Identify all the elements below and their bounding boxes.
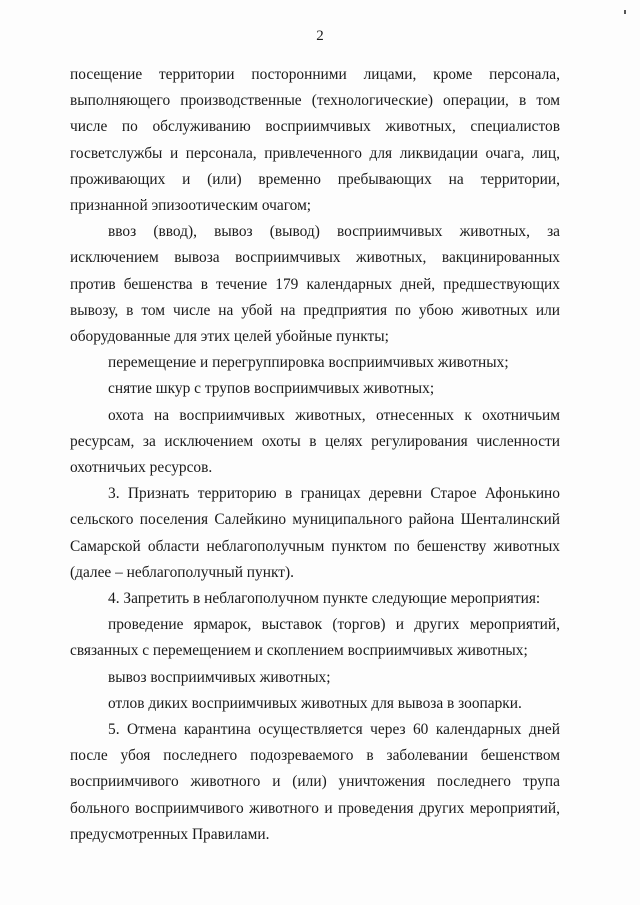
paragraph-item-4: 4. Запретить в неблагополучном пункте следующие мероприятия: — [108, 590, 541, 608]
paragraph-fairs: проведение ярмарок, выставок (торгов) и других мероприятий, связанных с перемещением и скоплением восприимчивых животных; — [70, 616, 560, 660]
paragraph-visit-restriction: посещение территории посторонними лицами, кроме персонала, выполняющего производственные (технологические) операции, в том числе по обслуживанию восприимчивых животных, специалистов госветслужбы и персонала, привлеченного для ликвидации очага, лиц, проживающих и (или) временно пребывающих на территории, признанной эпизоотическим очагом; — [70, 66, 560, 215]
paragraph-item-5: 5. Отмена карантина осуществляется через 60 календарных дней после убоя последнего подозреваемого в заболевании бешенством восприимчивого животного и (или) уничтожения последнего трупа больного восприимчивого животного и проведения других мероприятий, предусмотренных Правилами. — [70, 721, 560, 843]
page-number: 2 — [316, 28, 324, 44]
paragraph-skinning: снятие шкур с трупов восприимчивых животных; — [108, 380, 435, 398]
scan-mark — [624, 10, 626, 14]
paragraph-export: вывоз восприимчивых животных; — [108, 668, 331, 686]
paragraph-import-export: ввоз (ввод), вывоз (вывод) восприимчивых животных, за исключением вывоза восприимчивых животных, вакцинированных против бешенства в течение 179 календарных дней, предшествующих вывозу, в том числе на убой на предприятия по убою животных или оборудованные для этих целей убойные пункты; — [70, 223, 560, 346]
document-body — [70, 62, 560, 848]
paragraph-hunting: охота на восприимчивых животных, отнесенных к охотничьим ресурсам, за исключением охоты в целях регулирования численности охотничьих ресурсов. — [70, 406, 560, 477]
paragraph-movement: перемещение и перегруппировка восприимчивых животных; — [108, 354, 509, 372]
paragraph-item-3: 3. Признать территорию в границах деревни Старое Афонькино сельского поселения Салейкино муниципального района Шенталинский Самарской области неблагополучным пунктом по бешенству животных (далее – неблагополучный пункт). — [70, 485, 560, 581]
paragraph-capture: отлов диких восприимчивых животных для вывоза в зоопарки. — [108, 694, 522, 712]
